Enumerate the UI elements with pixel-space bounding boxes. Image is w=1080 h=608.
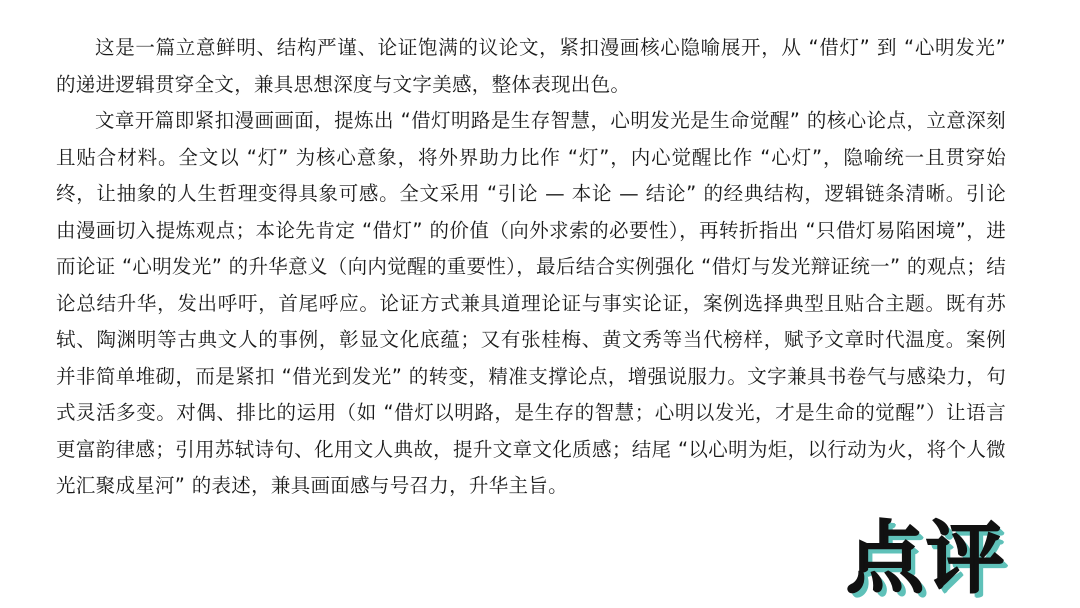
review-paragraph-2: 文章开篇即紧扣漫画画面，提炼出 “借灯明路是生存智慧，心明发光是生命觉醒” 的核心论点，立意深刻且贴合材料。全文以 “灯” 为核心意象，将外界助力比作 “灯”，内心觉醒比作 “心灯”，隐喻统一且贯穿始终，让抽象的人生哲理变得具象可感。全文采用 “引论 — 本论 — 结论” 的经典结构，逻辑链条清晰。引论由漫画切入提炼观点；本论先肯定 “借灯” 的价值（向外求索的必要性），再转折指出 “只借灯易陷困境”，进而论证 “心明发光” 的升华意义（向内觉醒的重要性），最后结合实例强化 “借灯与发光辩证统一” 的观点；结论总结升华，发出呼吁，首尾呼应。论证方式兼具道理论证与事实论证，案例选择典型且贴合主题。既有苏轼、陶渊明等古典文人的事例，彰显文化底蕴；又有张桂梅、黄文秀等当代榜样，赋予文章时代温度。案例并非简单堆砌，而是紧扣 “借光到发光” 的转变，精准支撑论点，增强说服力。文字兼具书卷气与感染力，句式灵活多变。对偶、排比的运用（如 “借灯以明路，是生存的智慧；心明以发光，才是生命的觉醒”）让语言更富韵律感；引用苏轼诗句、化用文人典故，提升文章文化质感；结尾 “以心明为炬，以行动为火，将个人微光汇聚成星河” 的表述，兼具画面感与号召力，升华主旨。	[56, 109, 1006, 497]
review-stamp-title: 点评	[845, 514, 1006, 604]
review-paragraph-1: 这是一篇立意鲜明、结构严谨、论证饱满的议论文，紧扣漫画核心隐喻展开，从 “借灯” 到 “心明发光” 的递进逻辑贯穿全文，兼具思想深度与文字美感，整体表现出色。	[56, 36, 1006, 96]
review-text	[56, 30, 1006, 505]
